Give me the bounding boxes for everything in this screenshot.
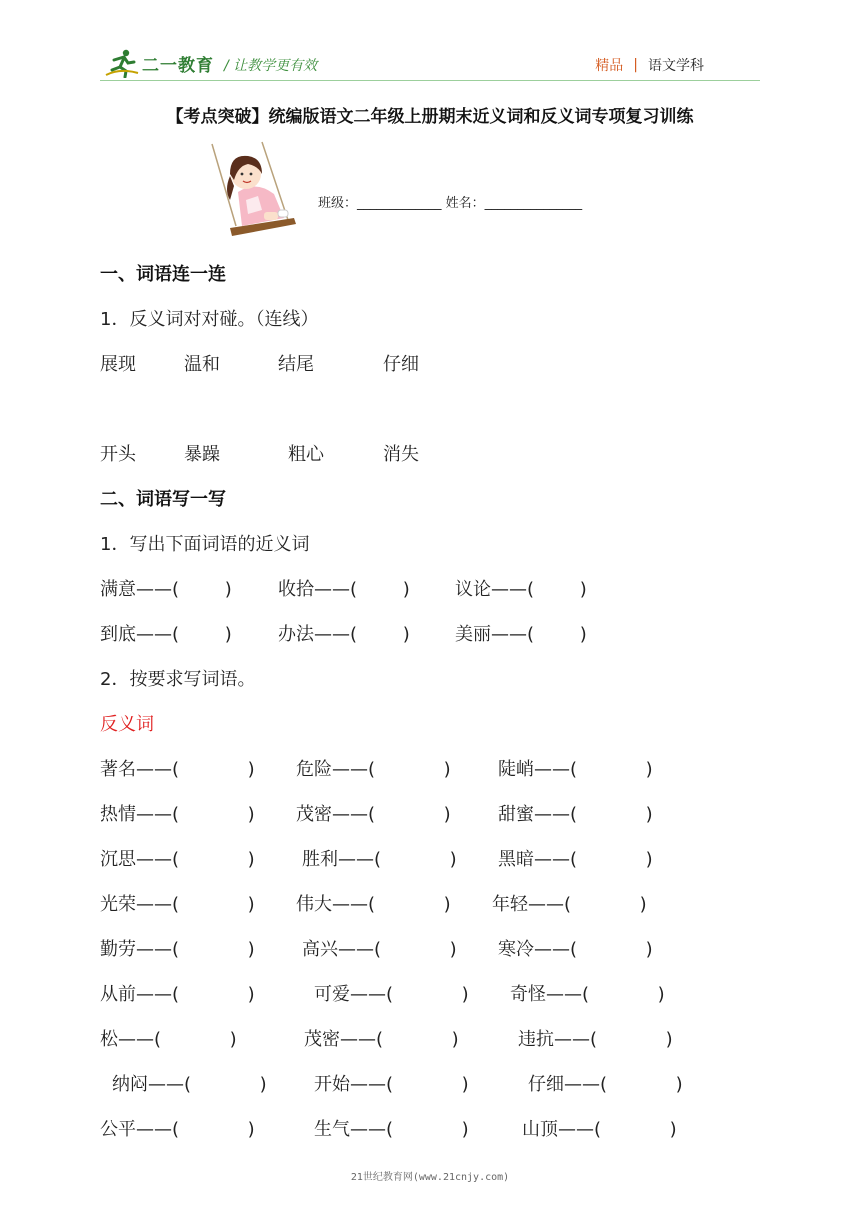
antonym-label: 反义词	[100, 714, 154, 735]
antonym-item[interactable]: 茂密——( )	[304, 1029, 459, 1050]
header-right	[595, 55, 704, 75]
header-divider	[100, 80, 760, 81]
antonym-item[interactable]: 违抗——( )	[518, 1029, 673, 1050]
antonym-item[interactable]: 年轻——( )	[492, 894, 647, 915]
match-word-bottom[interactable]: 粗心	[288, 444, 324, 465]
slogan: / 让教学更有效	[224, 58, 318, 74]
match-word-top[interactable]: 仔细	[383, 354, 419, 375]
question-2-1: 1．写出下面词语的近义词	[100, 534, 310, 555]
runner-logo-icon	[104, 48, 140, 78]
antonym-item[interactable]: 茂密——( )	[296, 804, 451, 825]
antonym-item[interactable]: 寒冷——( )	[498, 939, 653, 960]
page-title: 【考点突破】统编版语文二年级上册期末近义词和反义词专项复习训练	[166, 107, 694, 127]
match-word-bottom[interactable]: 暴躁	[184, 444, 220, 465]
antonym-item[interactable]: 胜利——( )	[302, 849, 457, 870]
antonym-item[interactable]: 危险——( )	[296, 759, 451, 780]
antonym-item[interactable]: 仔细——( )	[528, 1074, 683, 1095]
synonym-item[interactable]: 美丽——( )	[455, 624, 587, 645]
girl-on-swing-illustration	[200, 140, 304, 244]
antonym-item[interactable]: 可爱——( )	[314, 984, 469, 1005]
antonym-item[interactable]: 从前——( )	[100, 984, 255, 1005]
antonym-item[interactable]: 公平——( )	[100, 1119, 255, 1140]
page-header	[0, 0, 860, 86]
antonym-item[interactable]: 甜蜜——( )	[498, 804, 653, 825]
synonym-item[interactable]: 满意——( )	[100, 579, 232, 600]
header-separator: |	[633, 57, 638, 73]
synonym-item[interactable]: 收拾——( )	[278, 579, 410, 600]
quality-badge: 精品	[595, 58, 624, 74]
antonym-item[interactable]: 生气——( )	[314, 1119, 469, 1140]
antonym-item[interactable]: 高兴——( )	[302, 939, 457, 960]
match-word-top[interactable]: 展现	[100, 354, 136, 375]
logo-text: 二一教育	[142, 55, 214, 76]
antonym-item[interactable]: 松——( )	[100, 1029, 237, 1050]
antonym-item[interactable]: 奇怪——( )	[510, 984, 665, 1005]
antonym-item[interactable]: 沉思——( )	[100, 849, 255, 870]
antonym-item[interactable]: 山顶——( )	[522, 1119, 677, 1140]
synonym-item[interactable]: 到底——( )	[100, 624, 232, 645]
antonym-item[interactable]: 黑暗——( )	[498, 849, 653, 870]
synonym-item[interactable]: 办法——( )	[278, 624, 410, 645]
match-word-bottom[interactable]: 开头	[100, 444, 136, 465]
antonym-item[interactable]: 勤劳——( )	[100, 939, 255, 960]
match-word-top[interactable]: 温和	[184, 354, 220, 375]
logo	[104, 48, 214, 78]
section-1-heading: 一、词语连一连	[100, 264, 226, 285]
match-word-bottom[interactable]: 消失	[383, 444, 419, 465]
antonym-item[interactable]: 纳闷——( )	[112, 1074, 267, 1095]
class-name-line: 班级：_____________ 姓名：_______________	[318, 196, 583, 211]
antonym-item[interactable]: 热情——( )	[100, 804, 255, 825]
antonym-item[interactable]: 著名——( )	[100, 759, 255, 780]
question-1-1: 1．反义词对对碰。（连线）	[100, 309, 319, 330]
antonym-item[interactable]: 伟大——( )	[296, 894, 451, 915]
page-footer: 21世纪教育网(www.21cnjy.com)	[350, 1172, 510, 1183]
antonym-item[interactable]: 陡峭——( )	[498, 759, 653, 780]
antonym-item[interactable]: 开始——( )	[314, 1074, 469, 1095]
synonym-item[interactable]: 议论——( )	[455, 579, 587, 600]
question-2-2: 2．按要求写词语。	[100, 669, 256, 690]
antonym-item[interactable]: 光荣——( )	[100, 894, 255, 915]
match-word-top[interactable]: 结尾	[278, 354, 314, 375]
section-2-heading: 二、词语写一写	[100, 489, 226, 510]
subject-label: 语文学科	[648, 58, 704, 74]
